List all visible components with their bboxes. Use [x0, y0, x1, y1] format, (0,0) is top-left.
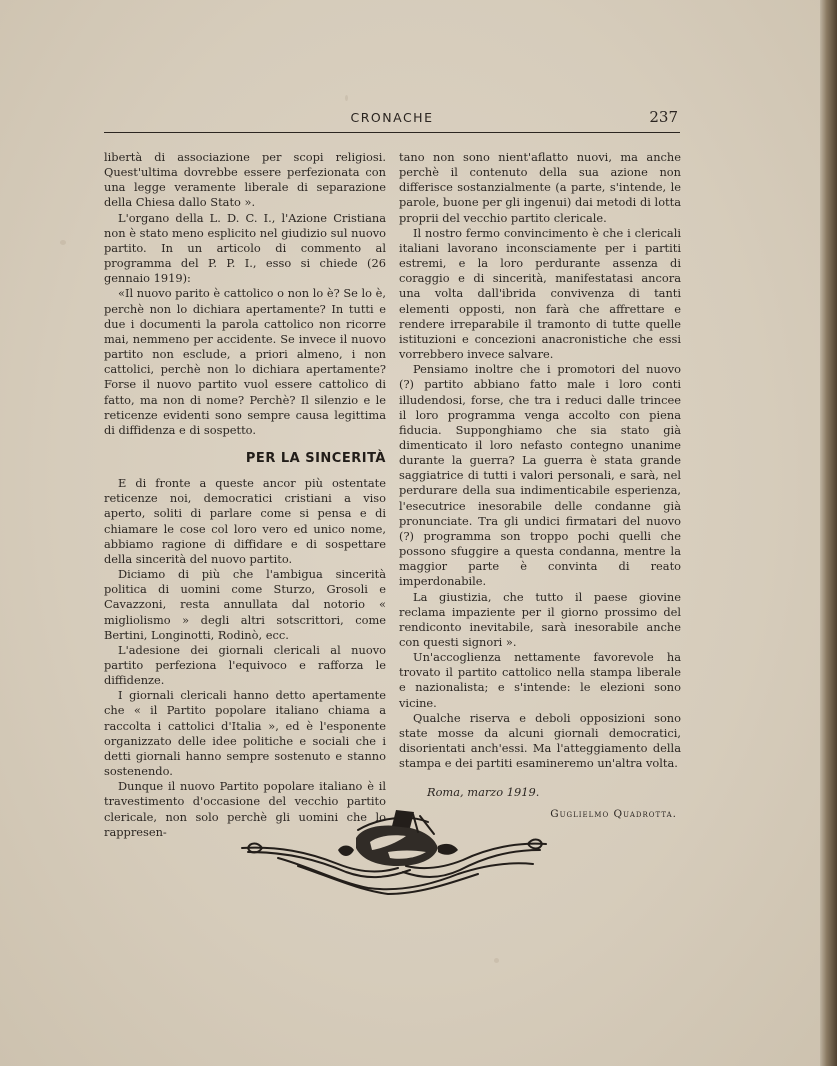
paragraph: Il nostro fermo convincimento è che i clericali italiani lavorano inconsciamente per i partiti estremi, e la loro perdurante assenza di coraggio e di sincerità, manifestatasi ancora una volta dall'ibrida convivenza di tanti elementi opposti, non farà che affrettare e rendere irreparabile il tramonto di tutte quelle istituzioni e concezioni anacronistiche che essi vorrebbero invece salvare.	[399, 225, 681, 362]
paragraph: Dunque il nuovo Partito popolare italiano è il travestimento d'occasione del vecchio partito clericale, non solo perchè gli uomini che lo rappresen-	[104, 779, 386, 839]
date-line: Roma, marzo 1919.	[427, 785, 540, 800]
quote-paragraph: «Il nuovo parito è cattolico o non lo è? Se lo è, perchè non lo dichiara apertamente? In tutti e due i documenti la parola cattolico non ricorre mai, nemmeno per accidente. Se invece il nuovo partito non esclude, a priori almeno, i non cattolici, perchè non lo dichiara apertamente? Forse il nuovo partito vuol essere cattolico di fatto, ma non di nome? Perchè? Il silenzio e le reticenze evidenti sono sempre causa legittima di diffidenza e di sospetto.	[104, 286, 386, 437]
running-head	[104, 108, 680, 133]
book-edge	[820, 0, 837, 1066]
paragraph: E di fronte a queste ancor più ostentate reticenze noi, democratici cristiani a viso aperto, soliti di parlare come si pensa e di chiamare le cose col loro vero ed unico nome, abbiamo ragione di diffidare e di sospettare della sincerità del nuovo partito.	[104, 476, 386, 566]
paragraph: Qualche riserva e deboli opposizioni sono state mosse da alcuni giornali democratici, disorientati anch'essi. Ma l'atteggiamento della stampa e dei partiti esamineremo un'altra volta.	[399, 710, 681, 771]
left-column	[104, 150, 386, 840]
paper-stain	[345, 95, 348, 101]
paragraph: tano non sono nient'aflatto nuovi, ma anche perchè il contenuto della sua azione non differisce sostanzialmente (a parte, s'intende, le parole, buone per gli ingenui) dai metodi di lotta proprii del vecchio partito clericale.	[399, 150, 681, 225]
ship-vignette-icon	[238, 808, 550, 896]
paragraph: L'organo della L. D. C. I., l'Azione Cristiana non è stato meno esplicito nel giudizio sul nuovo partito. In un articolo di commento al programma del P. P. I., esso si chiede (26 gennaio 1919):	[104, 210, 386, 286]
paragraph: Pensiamo inoltre che i promotori del nuovo (?) partito abbiano fatto male i loro conti illudendosi, forse, che tra i reduci dalle trincee il loro programma venga accolto con piena fiducia. Supponghiamo che sia stato già dimenticato il loro nefasto contegno unanime durante la guerra? La guerra è stata grande saggiatrice di tutti i valori personali, e sarà, nel perdurare della sua indimenticabile esperienza, l'esecutrice inesorabile delle condanne già pronunciate. Tra gli undici firmatari del nuovo (?) programma son troppo pochi quelli che possono sfuggire a questa condanna, mentre la maggior parte è convinta di reato imperdonabile.	[399, 362, 681, 589]
paragraph: libertà di associazione per scopi religiosi. Quest'ultima dovrebbe essere perfezionata con una legge veramente liberale di separazione della Chiesa dallo Stato ».	[104, 150, 386, 210]
right-column	[399, 150, 681, 822]
paragraph: L'adesione dei giornali clericali al nuovo partito perfeziona l'equivoco e rafforza le diffidenze.	[104, 642, 386, 688]
paragraph: La giustizia, che tutto il paese giovine reclama impaziente per il giorno prossimo del rendiconto inevitabile, sarà inesorabile anche con questi signori ».	[399, 589, 681, 649]
author-signature: Guglielmo Quadrotta.	[550, 807, 677, 820]
paper-stain	[494, 958, 499, 963]
section-title: PER LA SINCERITÀ	[245, 450, 386, 466]
paragraph: I giornali clericali hanno detto apertamente che « il Partito popolare italiano chiama a raccolta i cattolici d'Italia », ed è l'esponente organizzato delle idee politiche e sociali che i detti giornali hanno sempre sostenuto e stanno sostenendo.	[104, 688, 386, 779]
page-number: 237	[649, 108, 678, 126]
paragraph: Un'accoglienza nettamente favorevole ha trovato il partito cattolico nella stampa liberale e nazionalista; e s'intende: le elezioni sono vicine.	[399, 650, 681, 710]
paper-stain	[60, 240, 66, 245]
running-head-title: CRONACHE	[350, 110, 434, 125]
paragraph: Diciamo di più che l'ambigua sincerità politica di uomini come Sturzo, Grosoli e Cavazzoni, resta annullata dal notorio « migliolismo » degli altri sotscrittori, come Bertini, Longinotti, Rodinò, ecc.	[104, 567, 386, 642]
